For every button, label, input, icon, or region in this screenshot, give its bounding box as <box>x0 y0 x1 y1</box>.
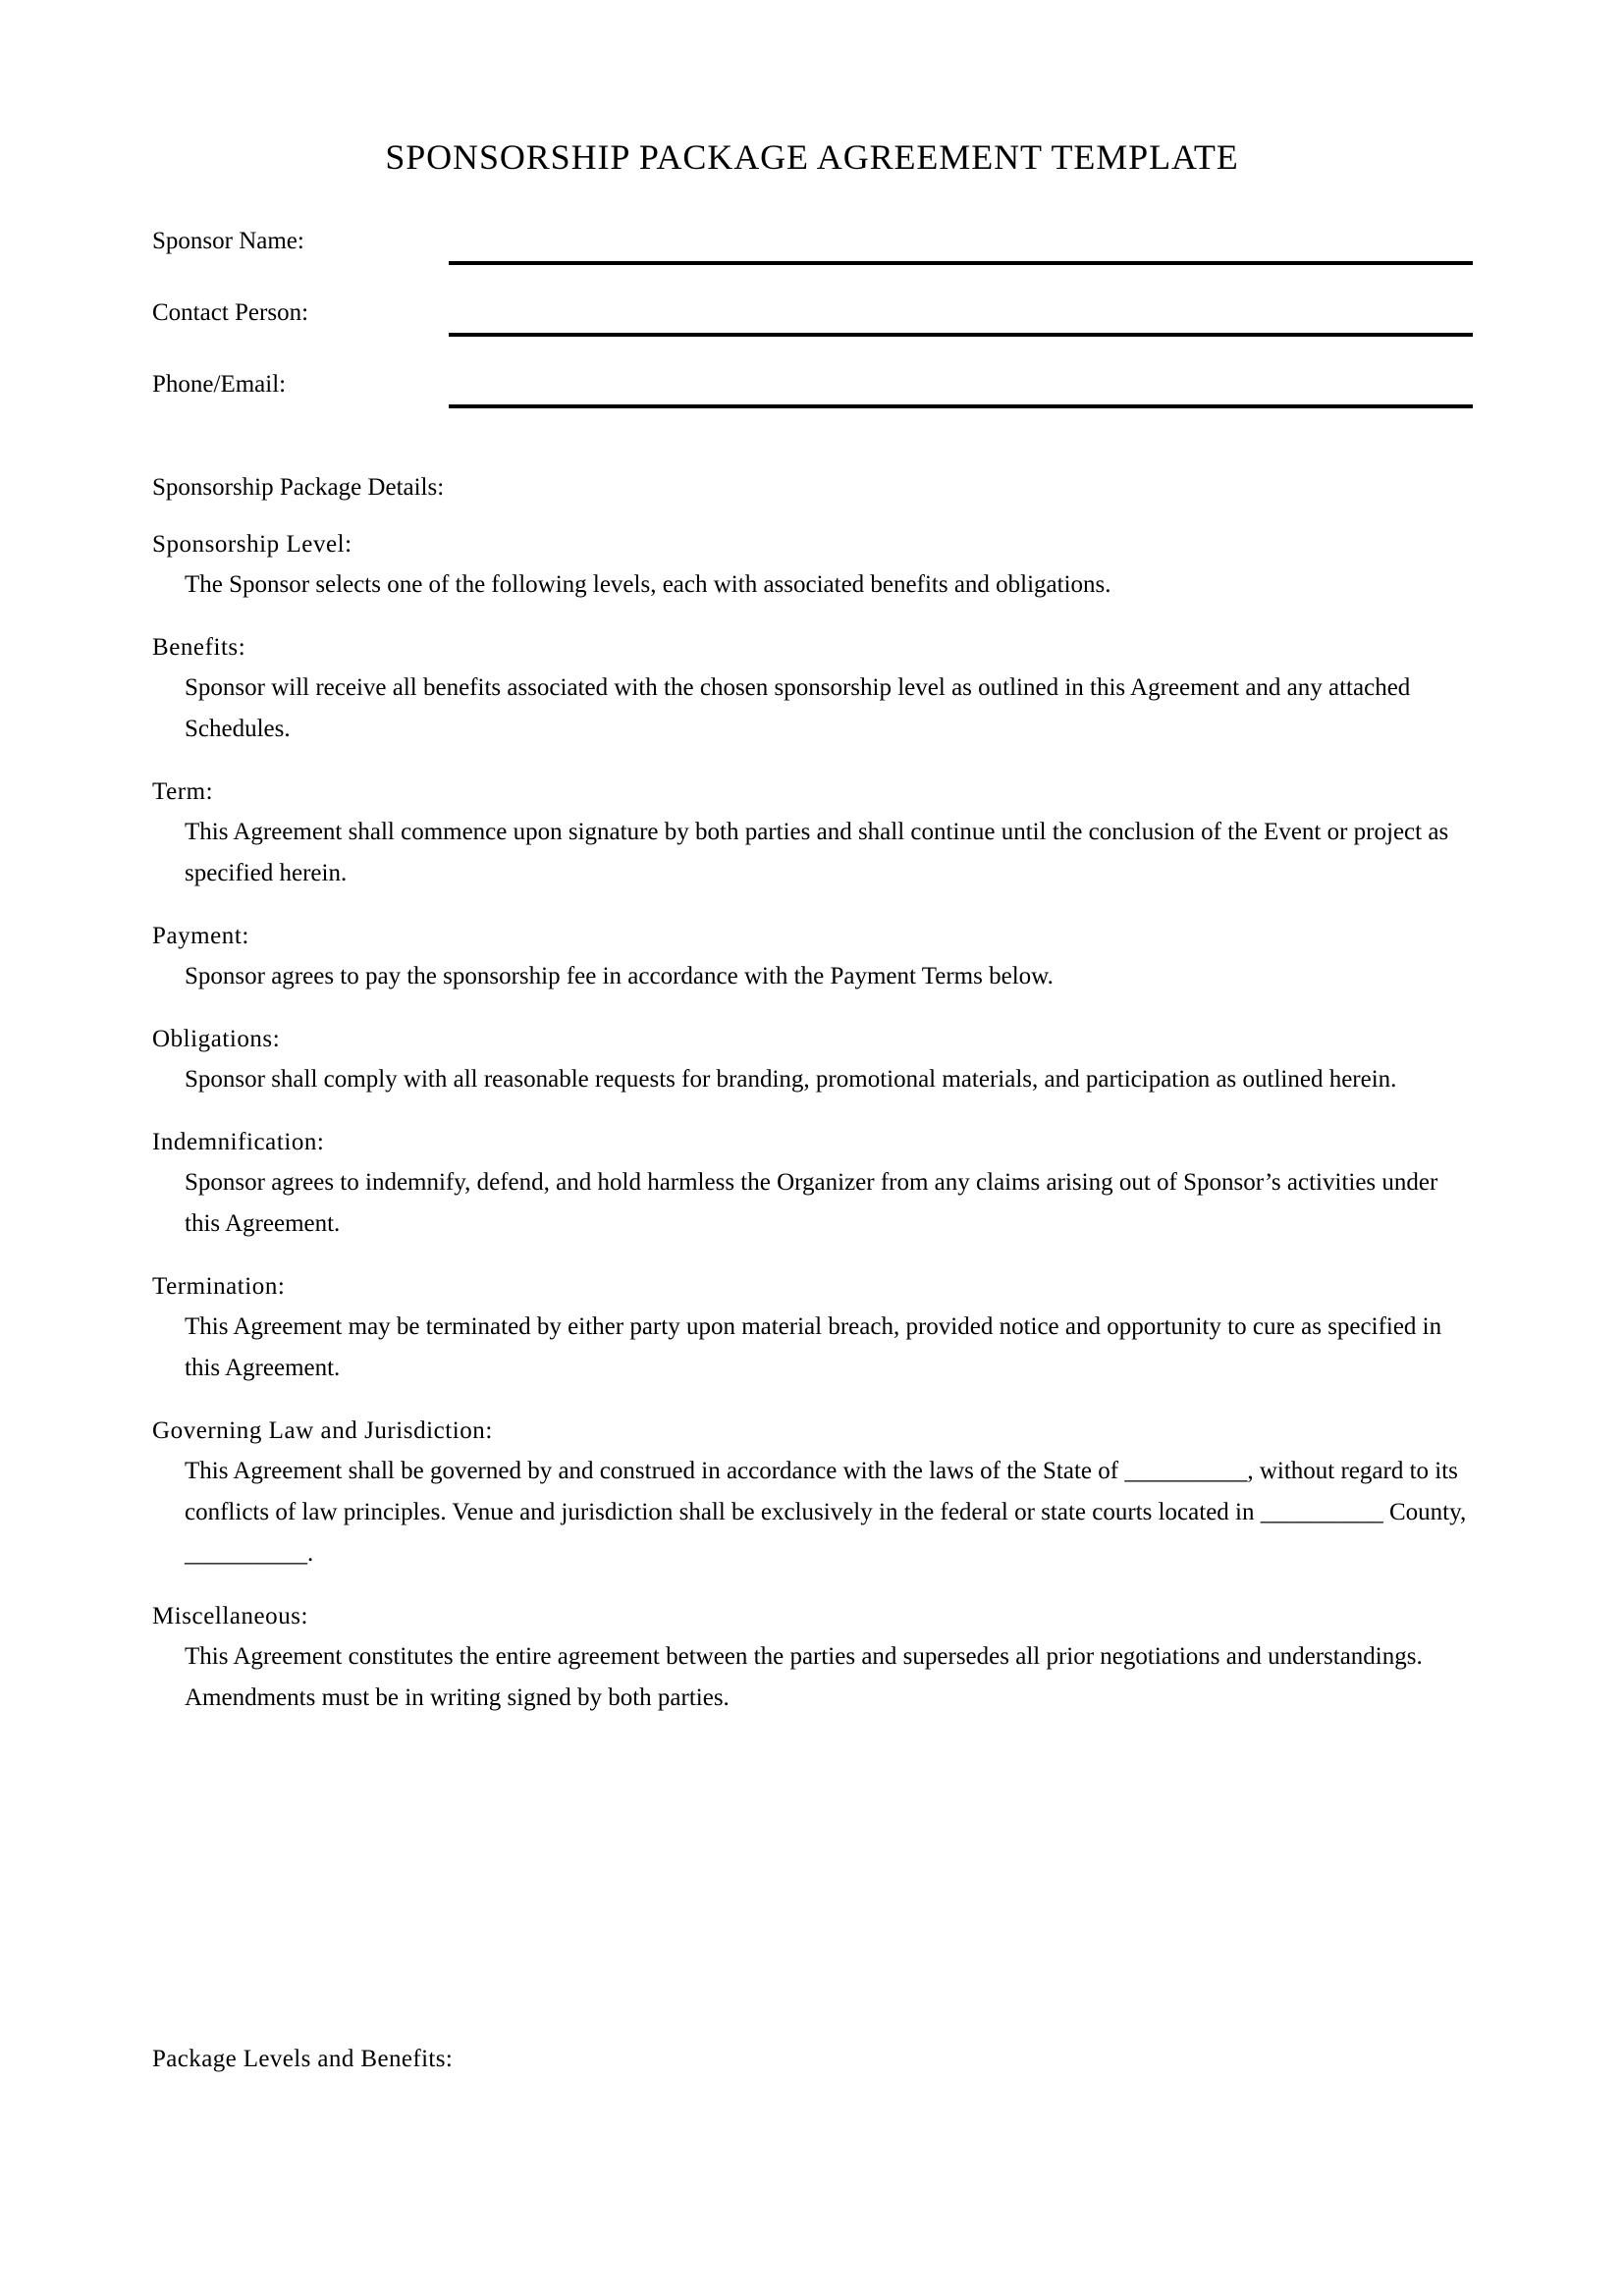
section-heading: Sponsorship Level: <box>152 531 352 558</box>
page-title: SPONSORSHIP PACKAGE AGREEMENT TEMPLATE <box>385 137 1239 178</box>
section-body: This Agreement shall commence upon signature by both parties and shall continue until the conclusion of the Event or project as specified herein. <box>185 819 1449 886</box>
section-sponsorship-level <box>152 529 1473 606</box>
section-governing-law <box>152 1415 1473 1575</box>
section-payment <box>152 921 1473 997</box>
section-body: This Agreement may be terminated by either party upon material breach, provided notice and opportunity to cure as specified in this Agreement. <box>185 1313 1442 1381</box>
section-term <box>152 776 1473 894</box>
section-heading: Indemnification: <box>152 1129 325 1155</box>
section-heading: Obligations: <box>152 1026 281 1052</box>
section-heading: Termination: <box>152 1273 286 1300</box>
form-row-phone-email <box>152 369 1473 441</box>
section-body: This Agreement shall be governed by and construed in accordance with the laws of the State of __________, without regard to its conflicts of law principles. Venue and jurisdiction shall be exclusively in the federal or state courts located in __________ County, __________. <box>185 1458 1467 1567</box>
phone-email-input-rule[interactable] <box>449 404 1473 408</box>
section-heading: Payment: <box>152 923 249 949</box>
section-body: The Sponsor selects one of the following levels, each with associated benefits and obligations. <box>185 571 1111 598</box>
section-obligations <box>152 1024 1473 1100</box>
section-heading: Governing Law and Jurisdiction: <box>152 1417 493 1444</box>
form-row-contact-person <box>152 297 1473 369</box>
section-heading: Miscellaneous: <box>152 1603 309 1629</box>
section-body: Sponsor will receive all benefits associated with the chosen sponsorship level as outlined in this Agreement and any attached Schedules. <box>185 674 1411 742</box>
contact-person-label: Contact Person: <box>152 299 309 326</box>
section-benefits <box>152 632 1473 750</box>
section-indemnification <box>152 1127 1473 1245</box>
contact-person-input-rule[interactable] <box>449 333 1473 337</box>
phone-email-label: Phone/Email: <box>152 371 287 398</box>
section-body: Sponsor shall comply with all reasonable requests for branding, promotional materials, and participation as outlined herein. <box>185 1066 1397 1093</box>
section-heading: Term: <box>152 778 214 805</box>
section-body: Sponsor agrees to indemnify, defend, and hold harmless the Organizer from any claims arising out of Sponsor’s activities under this Agreement. <box>185 1169 1438 1237</box>
form-row-sponsor-name <box>152 226 1473 297</box>
section-miscellaneous <box>152 1601 1473 1719</box>
section-body: This Agreement constitutes the entire agreement between the parties and supersedes all prior negotiations and understandings. Amendments must be in writing signed by both parties. <box>185 1643 1423 1711</box>
sponsorship-package-details-heading: Sponsorship Package Details: <box>152 474 445 501</box>
section-heading: Benefits: <box>152 634 246 661</box>
package-levels-and-benefits-heading: Package Levels and Benefits: <box>152 2046 454 2072</box>
section-body: Sponsor agrees to pay the sponsorship fee in accordance with the Payment Terms below. <box>185 963 1054 989</box>
sponsor-name-label: Sponsor Name: <box>152 228 304 254</box>
section-termination <box>152 1271 1473 1389</box>
document-content <box>152 226 1473 1719</box>
sponsor-name-input-rule[interactable] <box>449 261 1473 265</box>
